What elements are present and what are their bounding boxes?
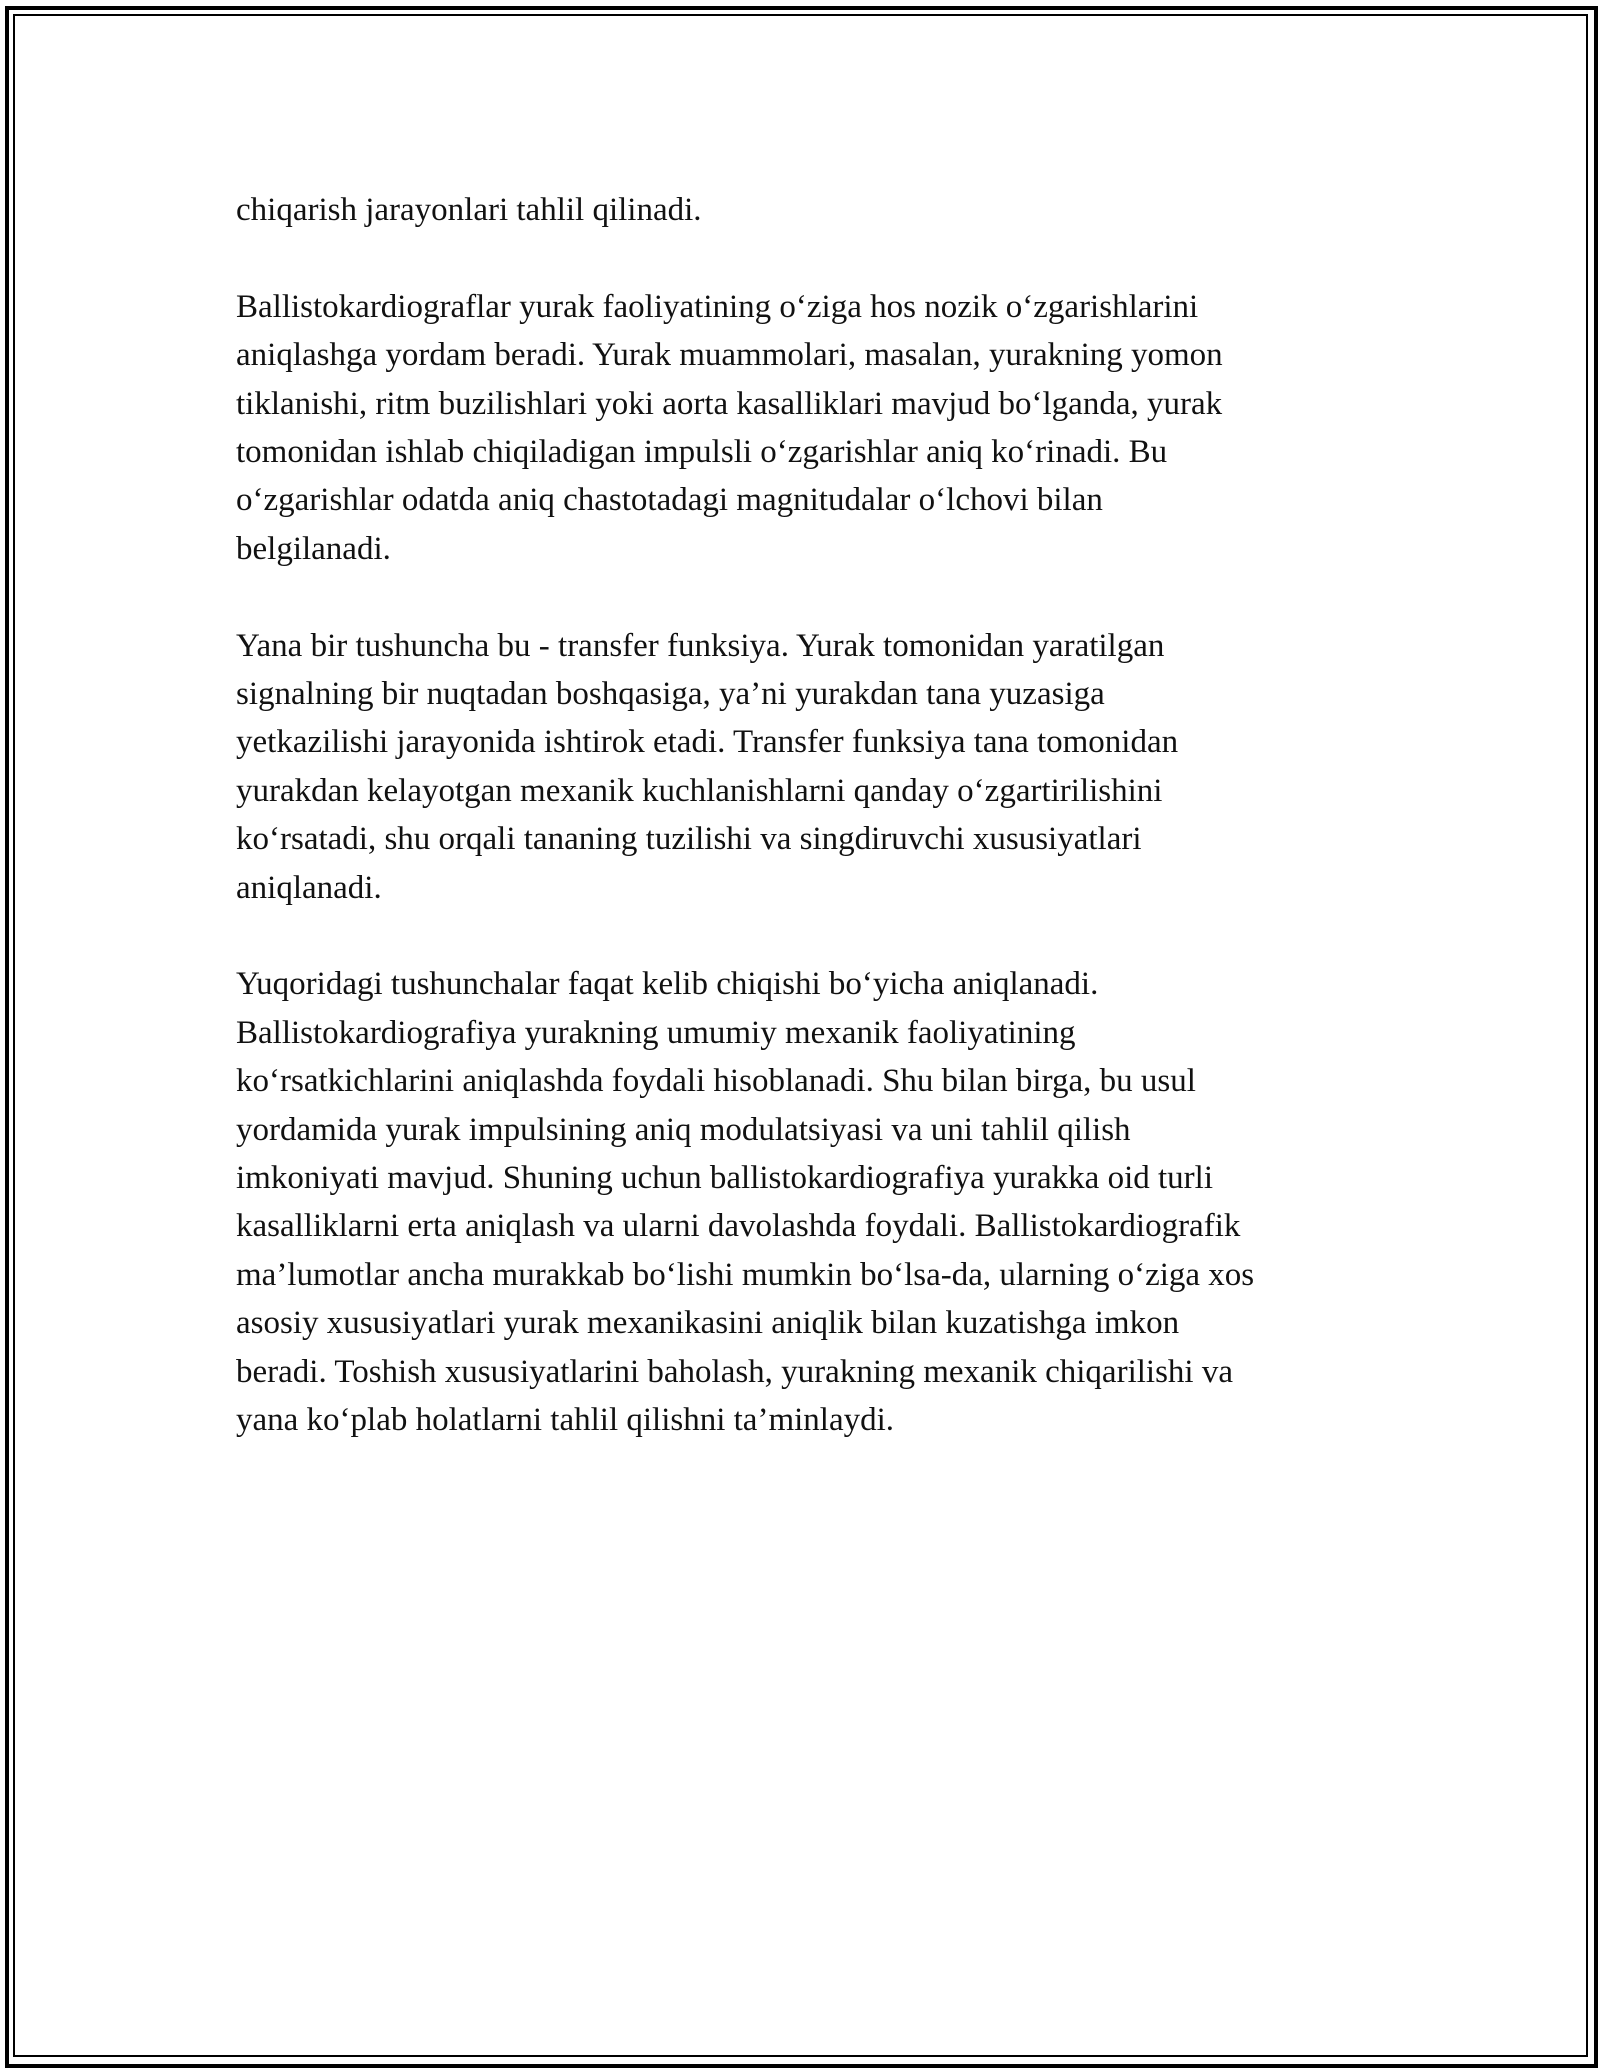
text-line: aniqlashga yordam beradi. Yurak muammolari, masalan, yurakning yomon	[236, 337, 1223, 374]
text-line: belgilanadi.	[236, 530, 391, 567]
text-line: yurakdan kelayotgan mexanik kuchlanishlarni qanday o‘zgartirilishini	[236, 772, 1163, 809]
text-line: Yana bir tushuncha bu - transfer funksiya. Yurak tomonidan yaratilgan	[236, 627, 1165, 664]
text-line: beradi. Toshish xususiyatlarini baholash, yurakning mexanik chiqarilishi va	[236, 1353, 1233, 1390]
text-line: o‘zgarishlar odatda aniq chastotadagi magnitudalar o‘lchovi bilan	[236, 482, 1103, 519]
text-line: imkoniyati mavjud. Shuning uchun ballistokardiografiya yurakka oid turli	[236, 1160, 1213, 1197]
text-line: Yuqoridagi tushunchalar faqat kelib chiqishi bo‘yicha aniqlanadi.	[236, 966, 1099, 1003]
text-line: chiqarish jarayonlari tahlil qilinadi.	[236, 192, 702, 228]
paragraph-2	[236, 283, 1376, 573]
text-line: aniqlanadi.	[236, 869, 382, 906]
text-line: tiklanishi, ritm buzilishlari yoki aorta kasalliklari mavjud bo‘lganda, yurak	[236, 385, 1223, 422]
text-line: tomonidan ishlab chiqiladigan impulsli o‘zgarishlar aniq ko‘rinadi. Bu	[236, 434, 1168, 471]
document-body	[236, 186, 1376, 1493]
text-line: ko‘rsatkichlarini aniqlashda foydali hisoblanadi. Shu bilan birga, bu usul	[236, 1063, 1196, 1100]
text-line: ma’lumotlar ancha murakkab bo‘lishi mumkin bo‘lsa-da, ularning o‘ziga xos	[236, 1256, 1255, 1293]
paragraph-1	[236, 186, 1376, 234]
text-line: yana ko‘plab holatlarni tahlil qilishni ta’minlaydi.	[236, 1402, 895, 1439]
paragraph-3	[236, 622, 1376, 912]
text-line: yetkazilishi jarayonida ishtirok etadi. Transfer funksiya tana tomonidan	[236, 724, 1179, 761]
text-line: kasalliklarni erta aniqlash va ularni davolashda foydali. Ballistokardiografik	[236, 1208, 1241, 1245]
text-line: Ballistokardiograflar yurak faoliyatining o‘ziga hos nozik o‘zgarishlarini	[236, 288, 1199, 325]
text-line: yordamida yurak impulsining aniq modulatsiyasi va uni tahlil qilish	[236, 1111, 1131, 1148]
text-line: signalning bir nuqtadan boshqasiga, ya’ni yurakdan tana yuzasiga	[236, 676, 1105, 713]
paragraph-4	[236, 960, 1376, 1444]
text-line: ko‘rsatadi, shu orqali tananing tuzilishi va singdiruvchi xususiyatlari	[236, 821, 1142, 858]
text-line: asosiy xususiyatlari yurak mexanikasini aniqlik bilan kuzatishga imkon	[236, 1305, 1180, 1342]
text-line: Ballistokardiografiya yurakning umumiy mexanik faoliyatining	[236, 1014, 1076, 1051]
